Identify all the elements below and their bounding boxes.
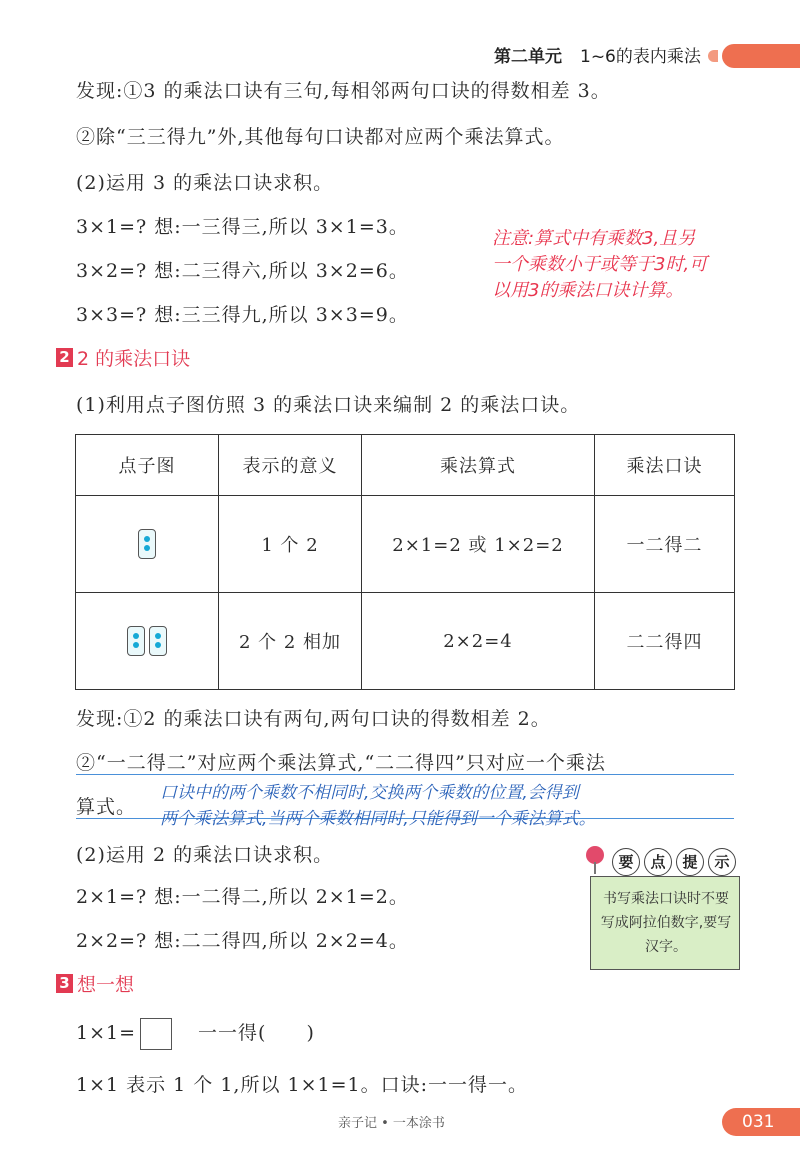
finding-3-1: 发现:①3 的乘法口诀有三句,每相邻两句口诀的得数相差 3。 [76,80,611,102]
table-cell: 2×2=4 [362,593,595,690]
table-row [76,496,735,593]
table-header-row [76,435,735,496]
think-equation [76,1018,315,1050]
tip-title-char: 要 [612,848,640,876]
step-2-1: (1)利用点子图仿照 3 的乘法口诀来编制 2 的乘法口诀。 [76,394,581,416]
calc-3-3: 3×3=? 想:三三得九,所以 3×3=9。 [76,304,409,326]
multiplication-table [75,434,735,690]
finding-2-1: 发现:①2 的乘法口诀有两句,两句口诀的得数相差 2。 [76,708,551,730]
finding-2-2: ②“一二得二”对应两个乘法算式,“二二得四”只对应一个乘法 [76,752,606,774]
pushpin-icon [586,846,604,864]
calc-3-1: 3×1=? 想:一三得三,所以 3×1=3。 [76,216,409,238]
page-header [494,42,701,67]
unit-label: 第二单元 [494,47,562,67]
dot-card-icon [138,529,156,559]
finding-2-2-end: 算式。 [76,796,137,818]
tip-title-char: 点 [644,848,672,876]
handwritten-note-blue [160,780,596,832]
note-line: 以用3的乘法口诀计算。 [492,280,684,301]
section-number: 2 [56,348,73,367]
page-number: 031 [722,1108,800,1136]
equation-left: 1×1= [76,1022,137,1044]
step-2-2: (2)运用 2 的乘法口诀求积。 [76,844,334,866]
tip-text: 书写乘法口诀时不要写成阿拉伯数字,要写汉字。 [600,891,732,955]
footer-text: 亲子记 • 一本涂书 [338,1116,445,1131]
table-header: 乘法口诀 [595,435,735,496]
handwritten-note-red [492,226,707,304]
table-header: 表示的意义 [219,435,362,496]
step-3-2: (2)运用 3 的乘法口诀求积。 [76,172,334,194]
table-header: 点子图 [76,435,219,496]
note-line: 一个乘数小于或等于3时,可 [492,254,708,275]
note-line: 注意:算式中有乘数3,且另 [492,228,696,249]
finding-3-2: ②除“三三得九”外,其他每句口诀都对应两个乘法算式。 [76,126,565,148]
section-heading-3 [56,970,134,997]
table-header: 乘法算式 [362,435,595,496]
calc-3-2: 3×2=? 想:二三得六,所以 3×2=6。 [76,260,409,282]
table-cell: 2 个 2 相加 [219,593,362,690]
section-heading-2 [56,344,190,371]
calc-2-2: 2×2=? 想:二二得四,所以 2×2=4。 [76,930,409,952]
table-cell: 二二得四 [595,593,735,690]
tip-title-char: 示 [708,848,736,876]
note-line: 口诀中的两个乘数不相同时,交换两个乘数的位置,会得到 [160,783,579,803]
section-number: 3 [56,974,73,993]
tip-title-char: 提 [676,848,704,876]
table-row [76,593,735,690]
think-explanation: 1×1 表示 1 个 1,所以 1×1=1。口诀:一一得一。 [76,1074,529,1096]
section-title: 想一想 [77,974,135,996]
dot-card-icon [149,626,167,656]
table-cell: 1 个 2 [219,496,362,593]
header-accent-bar [722,44,800,68]
dot-diagram-cell [76,496,219,593]
table-cell: 一二得二 [595,496,735,593]
underline-rule [76,774,734,775]
table-cell: 2×1=2 或 1×2=2 [362,496,595,593]
equation-rhyme: 一一得( ) [198,1022,315,1044]
dot-card-icon [127,626,145,656]
dot-diagram-cell [76,593,219,690]
answer-box[interactable] [140,1018,172,1050]
section-title: 2 的乘法口诀 [77,348,191,370]
note-line: 两个乘法算式,当两个乘数相同时,只能得到一个乘法算式。 [160,809,596,829]
calc-2-1: 2×1=? 想:一二得二,所以 2×1=2。 [76,886,409,908]
tip-title [612,848,736,876]
unit-topic: 1~6的表内乘法 [580,47,701,67]
